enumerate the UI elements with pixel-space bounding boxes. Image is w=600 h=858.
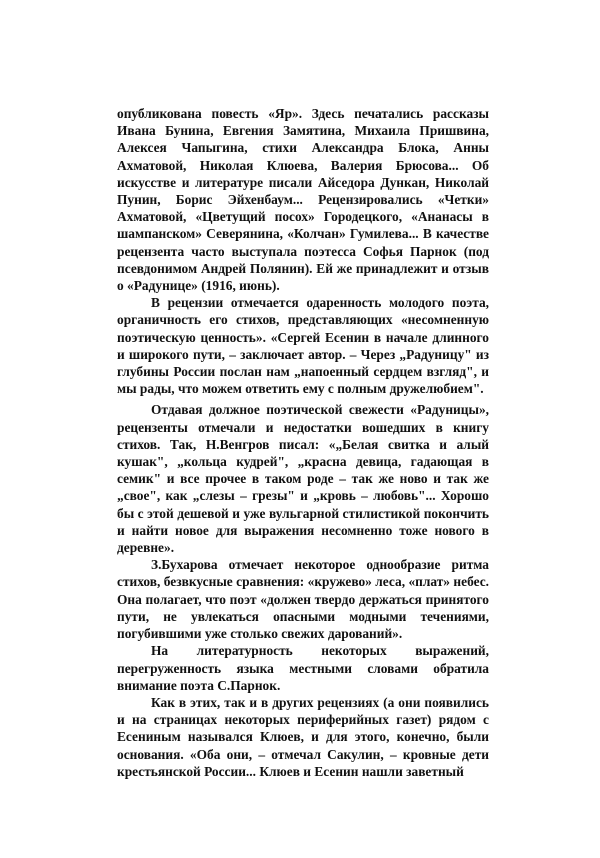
paragraph-6: Как в этих, так и в других рецензиях (а они появились и на страницах некоторых периферийных газет) рядом с Есениным назывался Клюев, и для этого, конечно, были основания. «Оба они, – отмечал Сакулин, – кровные дети крестьянской России... Клюев и Есенин нашли заветный xyxy=(117,694,489,779)
paragraph-4: З.Бухарова отмечает некоторое однообразие ритма стихов, безвкусные сравнения: «кружево» леса, «плат» небес. Она полагает, что поэт «должен твердо держаться принятого пути, не увлекаться опасными модными течениями, погубившими уже столько свежих дарований». xyxy=(117,557,489,642)
paragraph-2: В рецензии отмечается одаренность молодого поэта, органичность его стихов, представляющих «несомненную поэтическую ценность». «Сергей Есенин в начале длинного и широкого пути, – заключает автор. – Через „Радуницу" из глубины России послан нам „напоенный сердцем взгляд", и мы рады, что можем ответить ему с полным дружелюбием". xyxy=(117,295,489,397)
paragraph-5: На литературность некоторых выражений, перегруженность языка местными словами обратила внимание поэта С.Парнок. xyxy=(117,643,489,693)
paragraph-1: опубликована повесть «Яр». Здесь печатались рассказы Ивана Бунина, Евгения Замятина, Михаила Пришвина, Алексея Чапыгина, стихи Александра Блока, Анны Ахматовой, Николая Клюева, Валерия Брюсова... Об искусстве и литературе писали Айседора Дункан, Николай Пунин, Борис Эйхенбаум... Рецензировались «Четки» Ахматовой, «Цветущий посох» Городецкого, «Ананасы в шампанском» Северянина, «Колчан» Гумилева... В качестве рецензента часто выступала поэтесса Софья Парнок (под псевдонимом Андрей Полянин). Ей же принадлежит и отзыв о «Радунице» (1916, июнь). xyxy=(117,106,489,294)
paragraph-3: Отдавая должное поэтической свежести «Радуницы», рецензенты отмечали и недостатки вошедших в книгу стихов. Так, Н.Венгров писал: «„Белая свитка и алый кушак", „кольца кудрей", „красна девица, гадающая в семик" и все прочее в таком роде – так же ново и так же „свое", как „слезы – грезы" и „кровь – любовь"... Хорошо бы с этой дешевой и уже вульгарной стилистикой покончить и найти новое для выражения несомненно тоже нового в деревне». xyxy=(117,402,489,556)
book-page-text xyxy=(117,105,489,780)
